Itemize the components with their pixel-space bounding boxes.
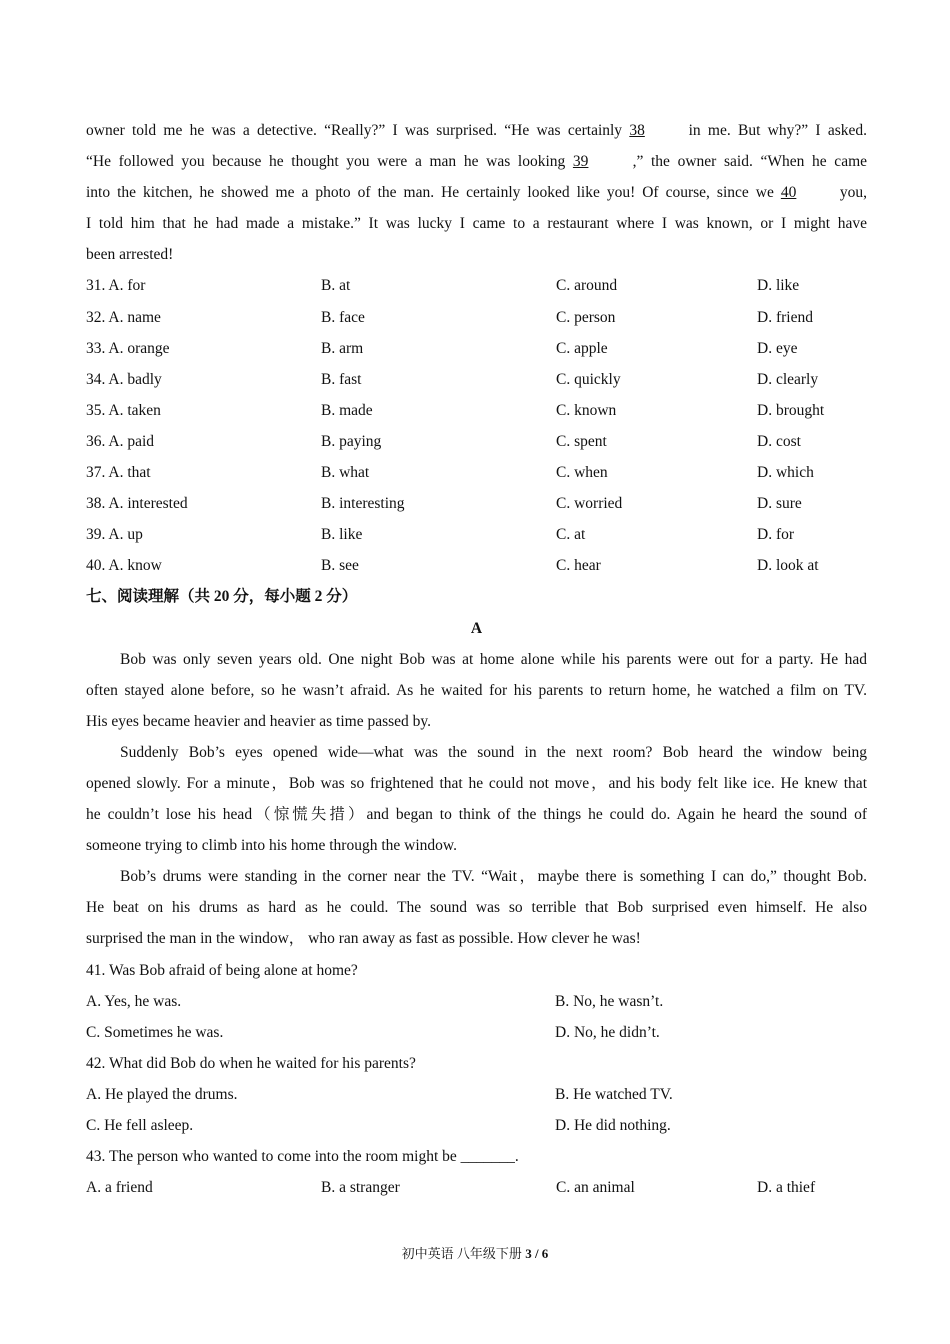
passage-a-line: Suddenly Bob’s eyes opened wide—what was the sound in the next room? Bob heard the window being bbox=[120, 743, 867, 761]
option-c: C. Sometimes he was. bbox=[86, 1023, 224, 1041]
option-a: 33. A. orange bbox=[86, 339, 170, 357]
cloze-options bbox=[86, 270, 867, 581]
option-c: C. hear bbox=[556, 557, 601, 575]
blank-39: 39 bbox=[572, 153, 589, 171]
option-c: C. at bbox=[556, 526, 586, 544]
option-a: 40. A. know bbox=[86, 557, 162, 575]
option-c: C. quickly bbox=[556, 370, 621, 388]
page-footer: 初中英语 八年级下册 3 / 6 bbox=[401, 1246, 549, 1261]
question-42-options bbox=[86, 1110, 867, 1141]
passage-line: “He followed you because he thought you were a man he was looking 39 ,” the owner said. “When he came bbox=[86, 146, 867, 177]
option-c: C. He fell asleep. bbox=[86, 1117, 194, 1134]
option-c: C. person bbox=[556, 308, 616, 326]
option-d: D. No, he didn’t. bbox=[555, 1023, 660, 1041]
passage-line: I told him that he had made a mistake.” It was lucky I came to a restaurant where I was known, or I might have bbox=[86, 215, 867, 233]
page-number: 3 / 6 bbox=[525, 1246, 549, 1261]
option-c: C. spent bbox=[556, 432, 607, 450]
option-a: 35. A. taken bbox=[86, 401, 161, 419]
cloze-question-31 bbox=[86, 270, 867, 301]
passage-label: A bbox=[470, 619, 483, 637]
option-a: 36. A. paid bbox=[86, 432, 155, 450]
blank-38: 38 bbox=[629, 122, 645, 139]
option-d: D. eye bbox=[757, 339, 798, 357]
option-a: 38. A. interested bbox=[86, 495, 188, 513]
passage-a-line: Bob’s drums were standing in the corner near the TV. “Wait，maybe there is something I can do,” thought Bob. bbox=[120, 868, 867, 886]
passage-line: been arrested! bbox=[86, 246, 174, 264]
option-c: C. apple bbox=[556, 339, 608, 357]
option-d: D. He did nothing. bbox=[555, 1117, 671, 1134]
option-d: D. friend bbox=[757, 308, 813, 326]
option-a: 32. A. name bbox=[86, 308, 161, 326]
option-c: C. an animal bbox=[556, 1179, 635, 1197]
cloze-question-39 bbox=[86, 519, 867, 550]
option-d: D. like bbox=[757, 277, 800, 295]
option-d: D. a thief bbox=[757, 1179, 816, 1197]
option-b: B. fast bbox=[321, 370, 362, 388]
option-d: D. which bbox=[757, 464, 814, 482]
option-a: A. He played the drums. bbox=[86, 1085, 238, 1103]
passage-a-line: surprised the man in the window， who ran away as fast as possible. How clever he was! bbox=[86, 930, 641, 948]
question-42: 42. What did Bob do when he waited for his parents? bbox=[86, 1054, 416, 1072]
option-a: 31. A. for bbox=[86, 277, 146, 295]
option-d: D. clearly bbox=[757, 370, 819, 388]
option-c: C. worried bbox=[556, 495, 623, 513]
question-41-options bbox=[86, 986, 867, 1017]
option-d: D. brought bbox=[757, 401, 825, 419]
cloze-question-37 bbox=[86, 457, 867, 488]
option-b: B. interesting bbox=[321, 495, 405, 513]
exam-page bbox=[86, 115, 867, 1203]
option-d: D. cost bbox=[757, 432, 801, 450]
option-d: D. sure bbox=[757, 495, 802, 513]
option-b: B. face bbox=[321, 308, 365, 326]
option-b: B. made bbox=[321, 401, 373, 419]
question-41-options bbox=[86, 1017, 867, 1048]
option-a: 34. A. badly bbox=[86, 370, 162, 388]
cloze-question-36 bbox=[86, 426, 867, 457]
option-b: B. at bbox=[321, 277, 351, 295]
option-b: B. like bbox=[321, 526, 363, 544]
cloze-question-38 bbox=[86, 488, 867, 519]
passage-a-line: Bob was only seven years old. One night Bob was at home alone while his parents were out for a party. He had bbox=[120, 650, 867, 668]
option-b: B. a stranger bbox=[321, 1179, 400, 1197]
passage-line: owner told me he was a detective. “Really?” I was surprised. “He was certainly 38 in me. But why?” I asked. bbox=[86, 115, 867, 146]
question-43: 43. The person who wanted to come into the room might be _______. bbox=[86, 1148, 519, 1166]
cloze-question-40 bbox=[86, 550, 867, 581]
passage-line: into the kitchen, he showed me a photo of the man. He certainly looked like you! Of course, since we 40 you, bbox=[86, 177, 867, 208]
cloze-question-34 bbox=[86, 364, 867, 395]
passage-a-line: His eyes became heavier and heavier as time passed by. bbox=[86, 712, 432, 730]
option-b: B. He watched TV. bbox=[555, 1085, 673, 1103]
blank-40: 40 bbox=[780, 184, 797, 202]
cloze-question-32 bbox=[86, 302, 867, 333]
cloze-question-35 bbox=[86, 395, 867, 426]
question-42-options bbox=[86, 1079, 867, 1110]
option-b: B. what bbox=[321, 464, 370, 482]
passage-a-line: He beat on his drums as hard as he could. The sound was so terrible that Bob surprised even himself. He also bbox=[86, 899, 867, 917]
option-a: 37. A. that bbox=[86, 464, 151, 482]
cloze-question-33 bbox=[86, 333, 867, 364]
option-c: C. known bbox=[556, 401, 617, 419]
passage-a-line: often stayed alone before, so he wasn’t afraid. As he waited for his parents to return home, he watched a film on TV. bbox=[86, 681, 867, 699]
question-43-options bbox=[86, 1172, 867, 1203]
option-a: A. Yes, he was. bbox=[86, 992, 182, 1010]
passage-a-line: opened slowly. For a minute，Bob was so frightened that he could not move，and his body felt like ice. He knew that bbox=[86, 774, 867, 792]
option-b: B. paying bbox=[321, 432, 382, 450]
option-c: C. around bbox=[556, 277, 618, 295]
section-title: 七、阅读理解（共 20 分，每小题 2 分） bbox=[86, 588, 358, 606]
question-41: 41. Was Bob afraid of being alone at home? bbox=[86, 961, 358, 979]
option-b: B. arm bbox=[321, 339, 364, 357]
option-b: B. see bbox=[321, 557, 359, 575]
option-d: D. for bbox=[757, 526, 795, 544]
option-c: C. when bbox=[556, 464, 608, 482]
passage-a-line: he couldn’t lose his head（惊慌失措）and began to think of the things he could do. Again he heard the sound of bbox=[86, 806, 867, 824]
option-a: 39. A. up bbox=[86, 526, 143, 544]
option-a: A. a friend bbox=[86, 1179, 153, 1197]
option-d: D. look at bbox=[757, 557, 819, 575]
option-b: B. No, he wasn’t. bbox=[555, 992, 664, 1010]
passage-a-line: someone trying to climb into his home through the window. bbox=[86, 837, 457, 855]
